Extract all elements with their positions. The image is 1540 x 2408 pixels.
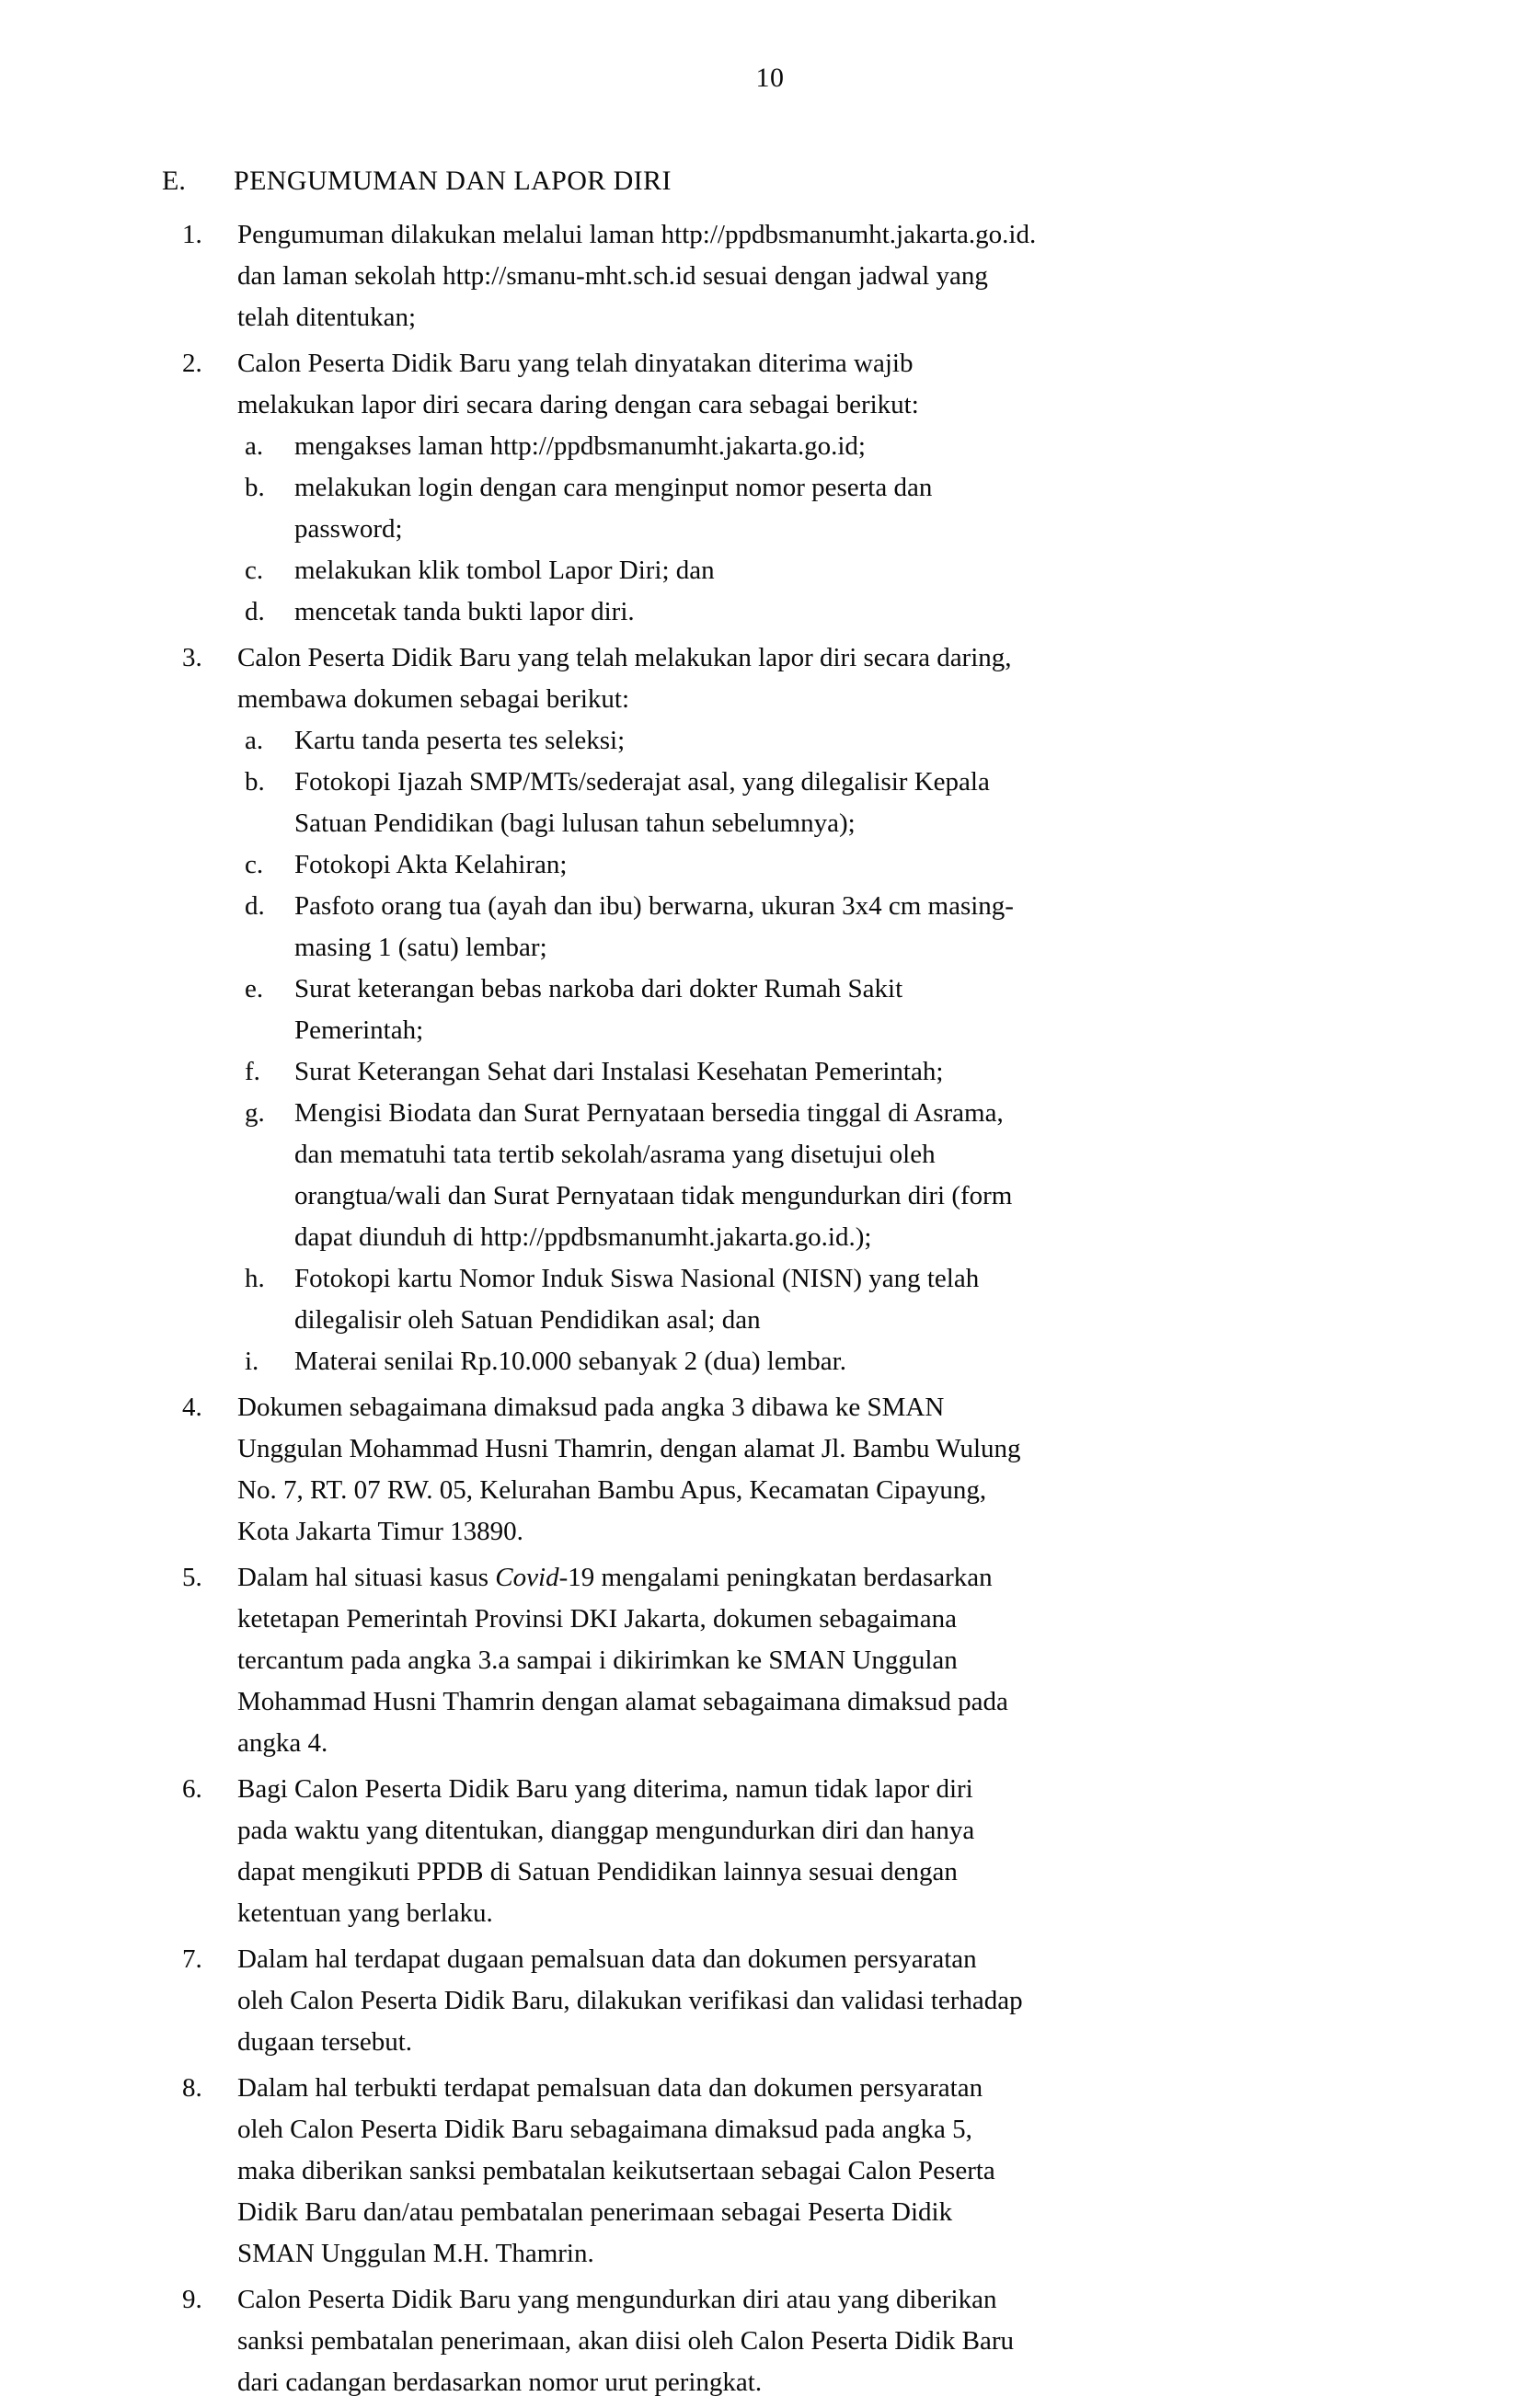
- sublist-item-body: [294, 550, 1402, 591]
- list-item-body: [237, 1939, 1402, 2063]
- list-item-body-line: sanksi pembatalan penerimaan, akan diisi oleh Calon Peserta Didik Baru: [237, 2326, 1014, 2356]
- list-item-body-line: dugaan tersebut.: [237, 2027, 413, 2057]
- sublist-item-body: [294, 886, 1402, 969]
- list-item-body-line: ketetapan Pemerintah Provinsi DKI Jakarta, dokumen sebagaimana: [237, 1604, 957, 1634]
- sublist-item-body-line: Fotokopi kartu Nomor Induk Siswa Nasional (NISN) yang telah: [294, 1264, 980, 1293]
- sublist-item-marker: a.: [245, 726, 264, 755]
- list-item-marker: 7.: [182, 1944, 202, 1974]
- list-item-body: [237, 637, 1402, 1382]
- sublist-item-body-line: dapat diunduh di http://ppdbsmanumht.jakarta.go.id.);: [294, 1222, 872, 1252]
- sublist-item-body-line: Fotokopi Ijazah SMP/MTs/sederajat asal, yang dilegalisir Kepala: [294, 767, 990, 797]
- list-item: [162, 637, 1402, 1382]
- list-item-body-line: No. 7, RT. 07 RW. 05, Kelurahan Bambu Apus, Kecamatan Cipayung,: [237, 1475, 987, 1505]
- list-item: [162, 343, 1402, 633]
- sublist-item-body-line: Pemerintah;: [294, 1015, 424, 1045]
- list-item-body-line: Didik Baru dan/atau pembatalan penerimaan sebagai Peserta Didik: [237, 2197, 953, 2227]
- list-item-body-line: Calon Peserta Didik Baru yang telah dinyatakan diterima wajib: [237, 349, 914, 378]
- numbered-list: [162, 214, 1402, 2403]
- sublist-item-body: [294, 426, 1402, 467]
- sublist-item: [237, 1258, 1402, 1341]
- list-item-body-line: Dalam hal situasi kasus Covid-19 mengalami peningkatan berdasarkan: [237, 1563, 993, 1592]
- sublist-item-body-line: Surat keterangan bebas narkoba dari dokter Rumah Sakit: [294, 974, 903, 1003]
- sublist-item-body-line: Kartu tanda peserta tes seleksi;: [294, 726, 626, 755]
- sublist-item-body-line: melakukan login dengan cara menginput nomor peserta dan: [294, 473, 933, 502]
- sublist-item-marker: d.: [245, 597, 265, 626]
- sublist-item-body-line: Pasfoto orang tua (ayah dan ibu) berwarna, ukuran 3x4 cm masing-: [294, 891, 1014, 921]
- sublist-item-body-line: orangtua/wali dan Surat Pernyataan tidak mengundurkan diri (form: [294, 1181, 1013, 1210]
- sublist-item-body: [294, 1341, 1402, 1382]
- sublist-item-marker: a.: [245, 431, 264, 461]
- sublist-item-marker: b.: [245, 767, 265, 797]
- sublist-item-body-line: Mengisi Biodata dan Surat Pernyataan bersedia tinggal di Asrama,: [294, 1098, 1004, 1128]
- list-item-marker: 4.: [182, 1393, 202, 1422]
- sublist-item: [237, 969, 1402, 1051]
- sublist-item-marker: i.: [245, 1347, 259, 1376]
- page-number: 10: [755, 63, 785, 93]
- list-item-body-line: ketentuan yang berlaku.: [237, 1898, 493, 1928]
- list-item-marker: 6.: [182, 1774, 202, 1804]
- sublist-item-body: [294, 1051, 1402, 1093]
- list-item-body-line: Mohammad Husni Thamrin dengan alamat sebagaimana dimaksud pada: [237, 1687, 1008, 1716]
- sublist-item-marker: g.: [245, 1098, 265, 1128]
- list-item-body: [237, 2279, 1402, 2403]
- list-item-body-line: Dokumen sebagaimana dimaksud pada angka 3 dibawa ke SMAN: [237, 1393, 945, 1422]
- list-item-body-line: angka 4.: [237, 1728, 328, 1758]
- sublist-item-body-line: password;: [294, 514, 403, 544]
- sublist-item-body: [294, 591, 1402, 633]
- sublist-item-body-line: dilegalisir oleh Satuan Pendidikan asal; dan: [294, 1305, 761, 1335]
- sublist-item-body-line: Materai senilai Rp.10.000 sebanyak 2 (dua) lembar.: [294, 1347, 846, 1376]
- sublist-item-body-line: dan mematuhi tata tertib sekolah/asrama yang disetujui oleh: [294, 1140, 936, 1169]
- sublist-item-marker: d.: [245, 891, 265, 921]
- sublist-item-body-line: melakukan klik tombol Lapor Diri; dan: [294, 556, 715, 585]
- list-item-marker: 8.: [182, 2073, 202, 2103]
- section-marker: E.: [162, 166, 186, 196]
- list-item-body-line: Pengumuman dilakukan melalui laman http://ppdbsmanumht.jakarta.go.id.: [237, 220, 1037, 249]
- sublist-item-body: [294, 969, 1402, 1051]
- sublist-item-body-line: mengakses laman http://ppdbsmanumht.jakarta.go.id;: [294, 431, 866, 461]
- list-item: [162, 2279, 1402, 2403]
- sublist-item-body: [294, 720, 1402, 762]
- sublist-item: [237, 550, 1402, 591]
- sublist-item-body-line: mencetak tanda bukti lapor diri.: [294, 597, 635, 626]
- list-item-marker: 3.: [182, 643, 202, 672]
- sublist-item-body: [294, 762, 1402, 844]
- sublist-item-marker: h.: [245, 1264, 265, 1293]
- sublist-item-marker: b.: [245, 473, 265, 502]
- list-item: [162, 214, 1402, 338]
- sublist-item-body: [294, 1093, 1402, 1258]
- list-item: [162, 1387, 1402, 1553]
- list-item-marker: 9.: [182, 2285, 202, 2314]
- list-item-body-line: Dalam hal terbukti terdapat pemalsuan data dan dokumen persyaratan: [237, 2073, 983, 2103]
- list-item-body-line: dan laman sekolah http://smanu-mht.sch.id sesuai dengan jadwal yang: [237, 261, 988, 291]
- list-item: [162, 1557, 1402, 1764]
- sublist-item: [237, 762, 1402, 844]
- list-item-marker: 2.: [182, 349, 202, 378]
- list-item: [162, 2068, 1402, 2275]
- sublist-item-body-line: Satuan Pendidikan (bagi lulusan tahun sebelumnya);: [294, 808, 856, 838]
- sublist-item: [237, 1051, 1402, 1093]
- sublist-item-body: [294, 844, 1402, 886]
- list-item-body-line: membawa dokumen sebagai berikut:: [237, 684, 630, 714]
- list-item-body-line: oleh Calon Peserta Didik Baru, dilakukan verifikasi dan validasi terhadap: [237, 1986, 1023, 2015]
- list-item-body-line: Dalam hal terdapat dugaan pemalsuan data dan dokumen persyaratan: [237, 1944, 977, 1974]
- list-item-body: [237, 2068, 1402, 2275]
- list-item-body-line: Kota Jakarta Timur 13890.: [237, 1517, 523, 1546]
- sublist-item-body: [294, 467, 1402, 550]
- list-item-marker: 1.: [182, 220, 202, 249]
- list-item-marker: 5.: [182, 1563, 202, 1592]
- list-item-body-line: oleh Calon Peserta Didik Baru sebagaimana dimaksud pada angka 5,: [237, 2115, 972, 2144]
- list-item-body: [237, 1387, 1402, 1553]
- list-item-body-line: tercantum pada angka 3.a sampai i dikirimkan ke SMAN Unggulan: [237, 1645, 958, 1675]
- list-item-body-line: melakukan lapor diri secara daring dengan cara sebagai berikut:: [237, 390, 919, 419]
- sublist-item: [237, 591, 1402, 633]
- sublist-item: [237, 467, 1402, 550]
- list-item-body: [237, 214, 1402, 338]
- list-item-body-line: telah ditentukan;: [237, 303, 417, 332]
- sublist-item: [237, 1341, 1402, 1382]
- sublist-item: [237, 1093, 1402, 1258]
- section-heading: [162, 161, 1402, 201]
- list-item-body-line: Unggulan Mohammad Husni Thamrin, dengan alamat Jl. Bambu Wulung: [237, 1434, 1021, 1463]
- list-item-body: [237, 1769, 1402, 1934]
- list-item-body-line: Calon Peserta Didik Baru yang telah melakukan lapor diri secara daring,: [237, 643, 1012, 672]
- sublist-item: [237, 720, 1402, 762]
- list-item-body: [237, 343, 1402, 633]
- list-item-body-line: Bagi Calon Peserta Didik Baru yang diterima, namun tidak lapor diri: [237, 1774, 973, 1804]
- sublist-item: [237, 426, 1402, 467]
- lettered-sublist: [237, 426, 1402, 633]
- list-item-body-line: pada waktu yang ditentukan, dianggap mengundurkan diri dan hanya: [237, 1816, 975, 1845]
- sublist-item-marker: c.: [245, 556, 264, 585]
- list-item-body-line: Calon Peserta Didik Baru yang mengundurkan diri atau yang diberikan: [237, 2285, 997, 2314]
- sublist-item-body: [294, 1258, 1402, 1341]
- list-item-body-line: SMAN Unggulan M.H. Thamrin.: [237, 2239, 594, 2268]
- sublist-item: [237, 844, 1402, 886]
- list-item-body-line: maka diberikan sanksi pembatalan keikutsertaan sebagai Calon Peserta: [237, 2156, 995, 2185]
- list-item-body: [237, 1557, 1402, 1764]
- list-item: [162, 1769, 1402, 1934]
- page-content: [162, 161, 1402, 2408]
- list-item: [162, 1939, 1402, 2063]
- section-title: PENGUMUMAN DAN LAPOR DIRI: [234, 166, 672, 196]
- sublist-item-body-line: Surat Keterangan Sehat dari Instalasi Kesehatan Pemerintah;: [294, 1057, 944, 1086]
- sublist-item-marker: f.: [245, 1057, 260, 1086]
- sublist-item: [237, 886, 1402, 969]
- sublist-item-body-line: masing 1 (satu) lembar;: [294, 933, 547, 962]
- sublist-item-body-line: Fotokopi Akta Kelahiran;: [294, 850, 568, 879]
- sublist-item-marker: c.: [245, 850, 264, 879]
- lettered-sublist: [237, 720, 1402, 1382]
- list-item-body-line: dapat mengikuti PPDB di Satuan Pendidikan lainnya sesuai dengan: [237, 1857, 958, 1886]
- sublist-item-marker: e.: [245, 974, 264, 1003]
- list-item-body-line: dari cadangan berdasarkan nomor urut peringkat.: [237, 2368, 763, 2397]
